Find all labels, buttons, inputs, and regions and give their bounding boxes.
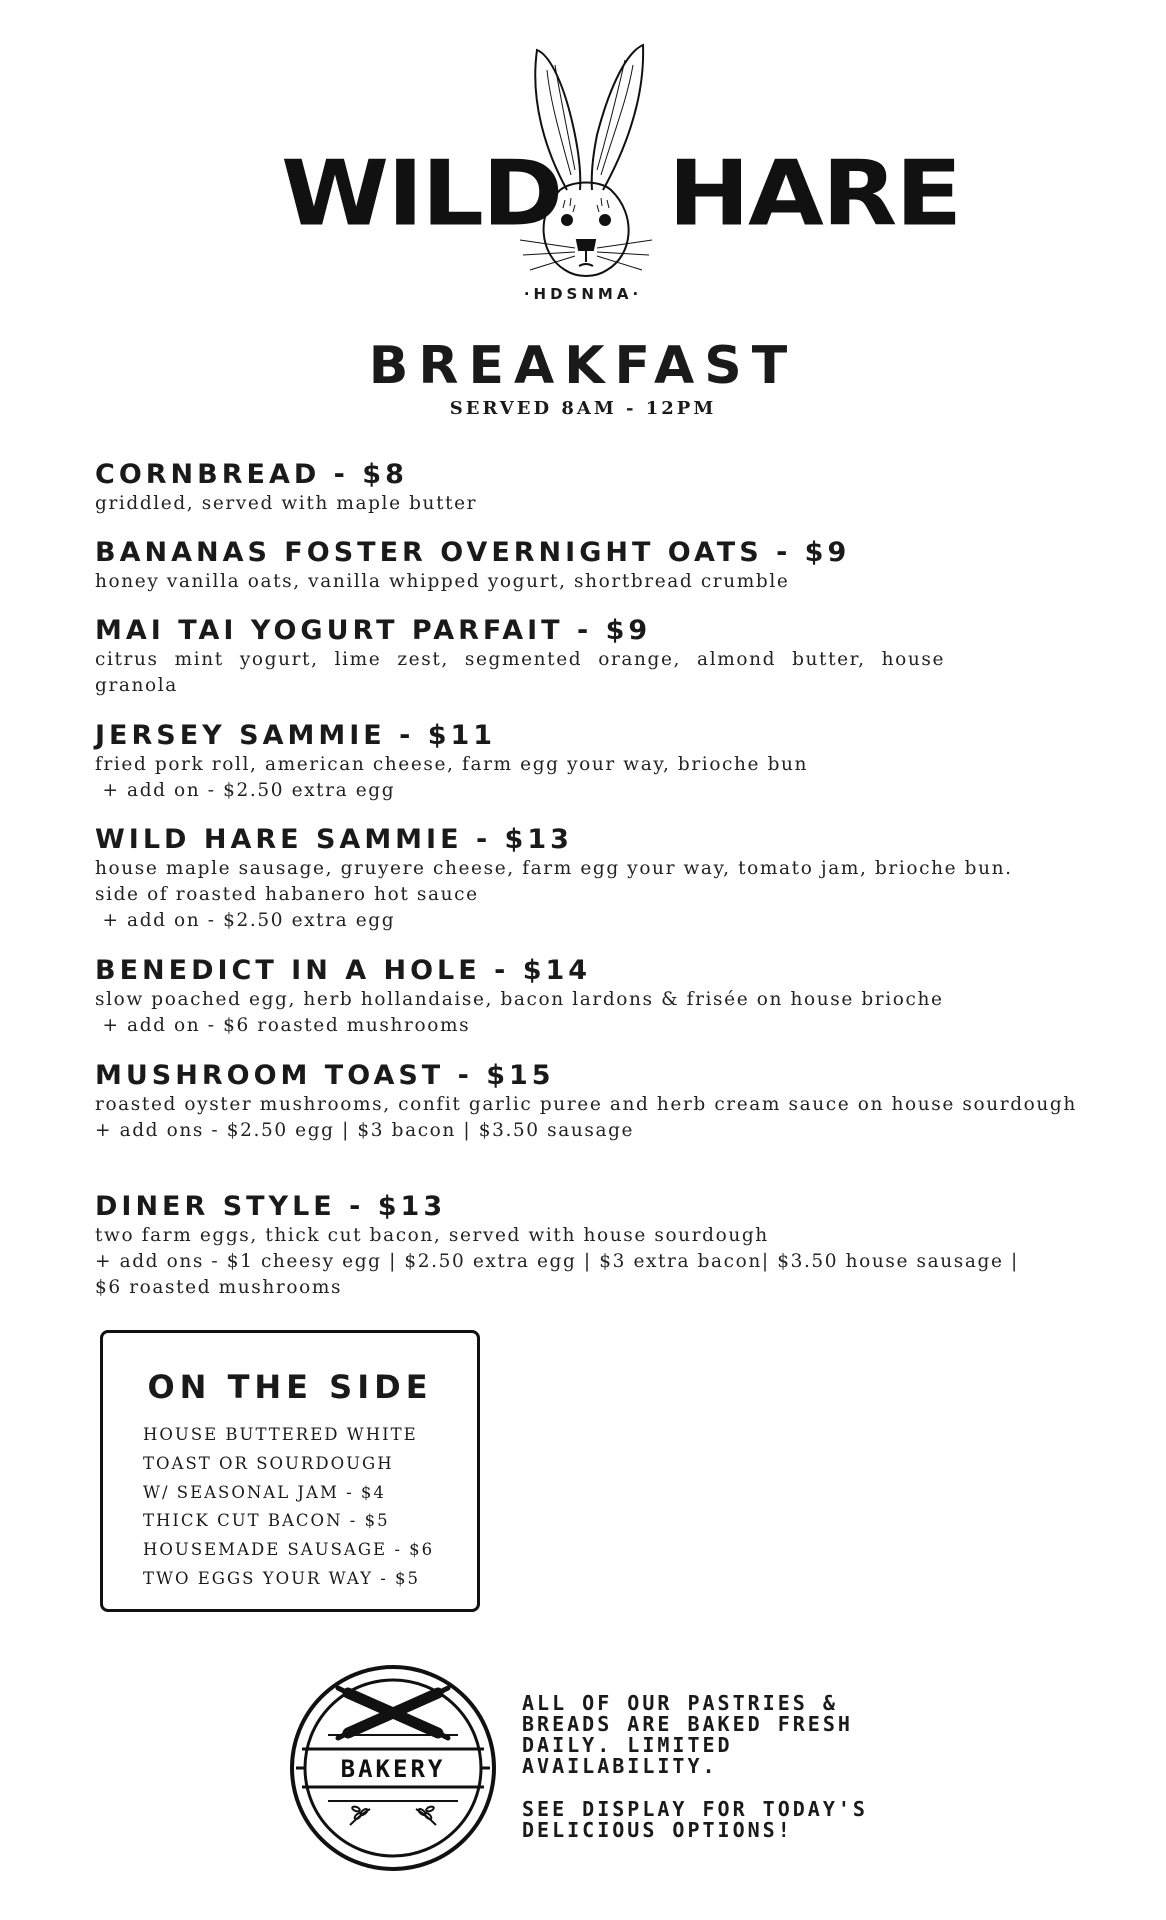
menu-item <box>95 720 1085 804</box>
hare-head-icon <box>505 40 665 280</box>
logo <box>0 40 1166 310</box>
section-title: BREAKFAST <box>368 336 798 396</box>
menu-item-description: slow poached egg, herb hollandaise, bacon lardons & frisée on house brioche <box>95 989 944 1010</box>
menu-item-name: JERSEY SAMMIE - $11 <box>95 720 497 751</box>
menu-item-addon: + add on - $2.50 extra egg <box>95 780 396 801</box>
menu-item-addon: $6 roasted mushrooms <box>95 1277 343 1298</box>
side-line: TWO EGGS YOUR WAY - $5 <box>143 1568 421 1588</box>
menu-item-name: DINER STYLE - $13 <box>95 1191 447 1222</box>
menu-item-description: roasted oyster mushrooms, confit garlic puree and herb cream sauce on house sourdough <box>95 1094 1077 1115</box>
menu-item <box>95 537 1085 595</box>
side-line: THICK CUT BACON - $5 <box>143 1511 390 1531</box>
menu-item-name: BANANAS FOSTER OVERNIGHT OATS - $9 <box>95 537 851 568</box>
bakery-badge <box>288 1663 498 1873</box>
wheat-icon <box>350 1806 436 1825</box>
menu-item-name: MAI TAI YOGURT PARFAIT - $9 <box>95 615 652 646</box>
menu-item-description: griddled, served with maple butter <box>95 493 478 514</box>
bakery-note-line: AVAILABILITY. <box>522 1754 718 1778</box>
side-line: HOUSE BUTTERED WHITE <box>143 1425 418 1444</box>
section-subtitle: SERVED 8AM - 12PM <box>449 398 717 419</box>
bakery-note-line: ALL OF OUR PASTRIES & <box>522 1691 838 1715</box>
menu-item-name: WILD HARE SAMMIE - $13 <box>95 824 573 855</box>
bakery-note-line: BREADS ARE BAKED FRESH <box>522 1712 853 1736</box>
menu-item-name: CORNBREAD - $8 <box>95 459 408 490</box>
crossed-rolling-pins-icon <box>338 1688 448 1738</box>
menu-item-description: honey vanilla oats, vanilla whipped yogurt, shortbread crumble <box>95 571 790 592</box>
logo-word-left: WILD <box>281 141 562 247</box>
menu-item-addon: + add ons - $2.50 egg | $3 bacon | $3.50 sausage <box>95 1120 635 1141</box>
bakery-note-line: SEE DISPLAY FOR TODAY'S <box>522 1797 868 1821</box>
side-line: W/ SEASONAL JAM - $4 <box>143 1482 386 1502</box>
menu-item-addon: + add ons - $1 cheesy egg | $2.50 extra egg | $3 extra bacon| $3.50 house sausage | <box>95 1251 1019 1272</box>
side-list <box>143 1421 434 1594</box>
side-line: TOAST OR SOURDOUGH <box>143 1453 394 1473</box>
side-line: HOUSEMADE SAUSAGE - $6 <box>143 1540 435 1560</box>
logo-tagline: ·HDSNMA· <box>523 285 643 303</box>
menu-item-addon: + add on - $6 roasted mushrooms <box>95 1015 471 1036</box>
menu-item-description: fried pork roll, american cheese, farm egg your way, brioche bun <box>95 754 809 775</box>
menu-item <box>95 615 945 699</box>
menu-item <box>95 459 1085 517</box>
menu-item-description: citrus mint yogurt, lime zest, segmented orange, almond butter, house granola <box>95 649 945 696</box>
bakery-badge-label: BAKERY <box>340 1755 446 1783</box>
menu-item-addon: + add on - $2.50 extra egg <box>95 910 396 931</box>
menu-item <box>95 824 1055 934</box>
menu-item <box>95 1191 1085 1301</box>
side-title: ON THE SIDE <box>147 1368 433 1406</box>
logo-word-right: HARE <box>668 141 961 247</box>
menu-item-description: two farm eggs, thick cut bacon, served with house sourdough <box>95 1225 769 1246</box>
menu-item-name: MUSHROOM TOAST - $15 <box>95 1060 555 1091</box>
menu-item-name: BENEDICT IN A HOLE - $14 <box>95 955 592 986</box>
menu-item <box>95 955 1085 1039</box>
menu-item <box>95 1060 1085 1144</box>
bakery-note-line: DAILY. LIMITED <box>522 1733 733 1757</box>
menu-item-description: house maple sausage, gruyere cheese, farm egg your way, tomato jam, brioche bun. side of roasted habanero hot sauce <box>95 858 1013 905</box>
on-the-side-box <box>100 1330 480 1612</box>
bakery-note-line: DELICIOUS OPTIONS! <box>522 1818 793 1842</box>
bakery-note <box>522 1693 922 1841</box>
